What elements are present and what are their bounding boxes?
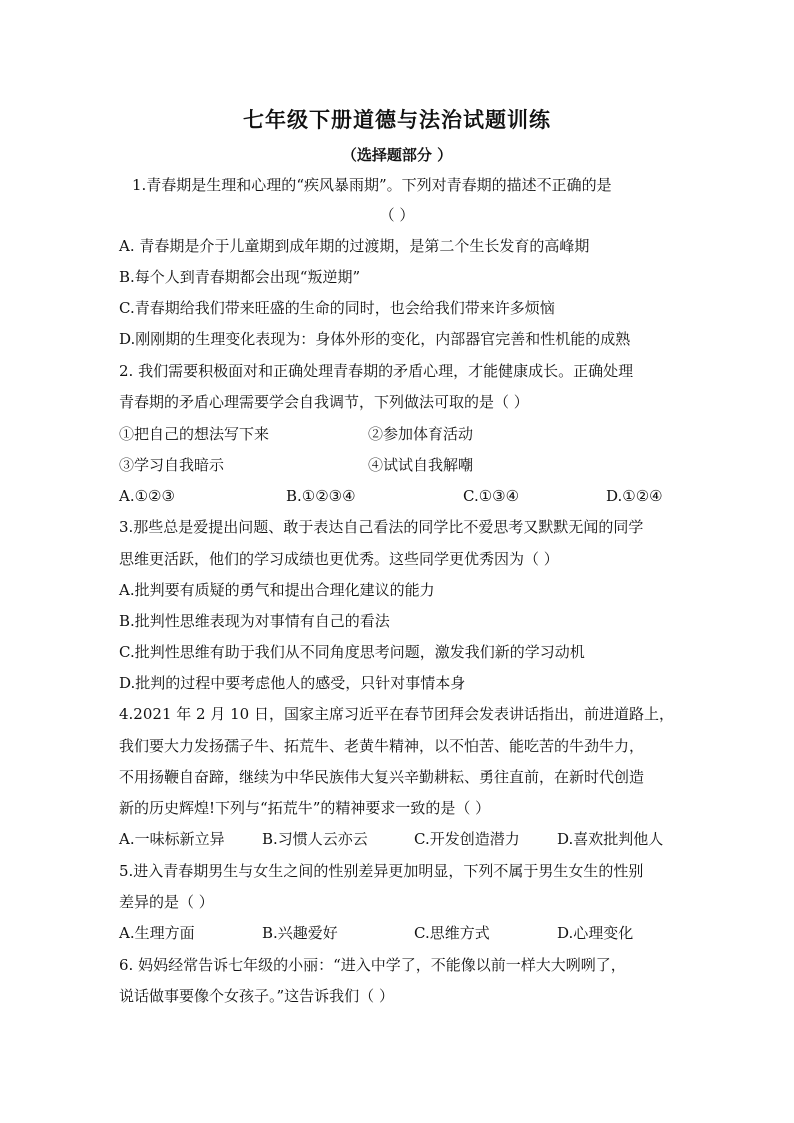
question-4-option-b: B.习惯人云亦云 bbox=[262, 830, 368, 848]
question-3-option-d: D.批判的过程中要考虑他人的感受，只针对事情本身 bbox=[119, 674, 466, 692]
page-title: 七年级下册道德与法治试题训练 bbox=[243, 107, 551, 132]
question-4-option-d: D.喜欢批判他人 bbox=[557, 830, 664, 848]
question-1-stem: 1.青春期是生理和心理的“疾风暴雨期”。下列对青春期的描述不正确的是 bbox=[132, 176, 612, 194]
question-2-stem-line-2: 青春期的矛盾心理需要学会自我调节，下列做法可取的是（ ） bbox=[119, 393, 529, 411]
section-subtitle: （选择题部分 ） bbox=[341, 146, 453, 164]
question-4-stem-line-3: 不用扬鞭自奋蹄，继续为中华民族伟大复兴辛勤耕耘、勇往直前，在新时代创造 bbox=[119, 768, 645, 786]
question-5-option-a: A.生理方面 bbox=[119, 924, 195, 942]
question-5-stem-line-2: 差异的是（ ） bbox=[119, 893, 214, 911]
question-3-option-b: B.批判性思维表现为对事情有自己的看法 bbox=[119, 612, 390, 630]
question-6-stem-line-2: 说话做事要像个女孩子。”这告诉我们（ ） bbox=[119, 987, 394, 1005]
question-2-option-a: A.①②③ bbox=[119, 487, 175, 505]
question-5-stem-line-1: 5.进入青春期男生与女生之间的性别差异更加明显，下列不属于男生女生的性别 bbox=[119, 862, 644, 880]
question-2-item-2: ②参加体育活动 bbox=[368, 425, 474, 443]
question-5-option-b: B.兴趣爱好 bbox=[262, 924, 338, 942]
question-2-item-1: ①把自己的想法写下来 bbox=[119, 425, 270, 443]
question-4-option-c: C.开发创造潜力 bbox=[414, 830, 520, 848]
question-6-stem-line-1: 6. 妈妈经常告诉七年级的小丽：“进入中学了，不能像以前一样大大咧咧了， bbox=[119, 956, 626, 974]
question-5-option-c: C.思维方式 bbox=[414, 924, 490, 942]
question-1-option-c: C.青春期给我们带来旺盛的生命的同时，也会给我们带来许多烦恼 bbox=[119, 299, 555, 317]
question-2-item-4: ④试试自我解嘲 bbox=[368, 456, 474, 474]
question-3-option-a: A.批判要有质疑的勇气和提出合理化建议的能力 bbox=[119, 581, 435, 599]
question-4-stem-line-1: 4.2021 年 2 月 10 日，国家主席习近平在春节团拜会发表讲话指出，前进道路上， bbox=[119, 705, 674, 723]
question-1-option-d: D.刚刚期的生理变化表现为：身体外形的变化，内部器官完善和性机能的成熟 bbox=[119, 330, 631, 348]
question-3-stem-line-1: 3.那些总是爱提出问题、敢于表达自己看法的同学比不爱思考又默默无闻的同学 bbox=[119, 518, 644, 536]
question-3-option-c: C.批判性思维有助于我们从不同角度思考问题，激发我们新的学习动机 bbox=[119, 643, 585, 661]
question-2-option-b: B.①②③④ bbox=[286, 487, 356, 505]
question-3-stem-line-2: 思维更活跃，他们的学习成绩也更优秀。这些同学更优秀因为（ ） bbox=[119, 550, 559, 568]
question-2-item-3: ③学习自我暗示 bbox=[119, 456, 225, 474]
question-4-stem-line-4: 新的历史辉煌!下列与“拓荒牛”的精神要求一致的是（ ） bbox=[119, 799, 491, 817]
question-4-stem-line-2: 我们要大力发扬孺子牛、拓荒牛、老黄牛精神，以不怕苦、能吃苦的牛劲牛力， bbox=[119, 737, 645, 755]
question-2-option-d: D.①②④ bbox=[606, 487, 663, 505]
question-4-option-a: A.一味标新立异 bbox=[119, 830, 225, 848]
question-1-answer-paren: （ ） bbox=[379, 206, 415, 224]
question-2-stem-line-1: 2. 我们需要积极面对和正确处理青春期的矛盾心理，才能健康成长。正确处理 bbox=[119, 362, 634, 380]
question-1-option-b: B.每个人到青春期都会出现“叛逆期” bbox=[119, 268, 361, 286]
question-2-option-c: C.①③④ bbox=[463, 487, 520, 505]
question-1-option-a: A. 青春期是介于儿童期到成年期的过渡期，是第二个生长发育的高峰期 bbox=[119, 237, 590, 255]
question-5-option-d: D.心理变化 bbox=[557, 924, 634, 942]
